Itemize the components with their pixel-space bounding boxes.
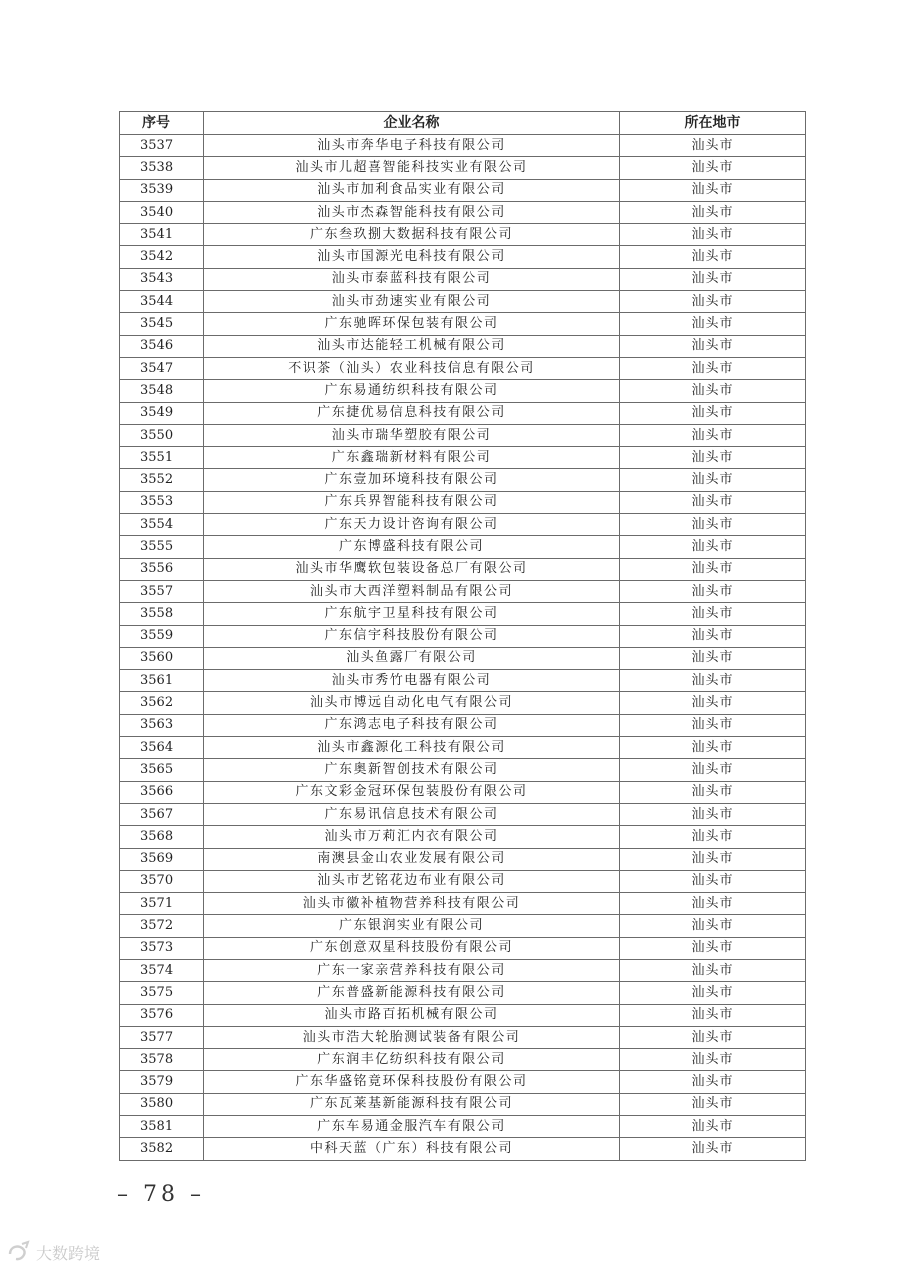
serial-number-cell: 3537 — [120, 135, 204, 157]
table-row — [120, 469, 806, 491]
table-row — [120, 982, 806, 1004]
city-cell: 汕头市 — [620, 937, 806, 959]
company-name-cell: 中科天蓝（广东）科技有限公司 — [204, 1138, 620, 1160]
table-row — [120, 1004, 806, 1026]
table-row — [120, 380, 806, 402]
company-name-cell: 广东华盛铭竟环保科技股份有限公司 — [204, 1071, 620, 1093]
table-row — [120, 759, 806, 781]
serial-number-cell: 3547 — [120, 357, 204, 379]
table-row — [120, 157, 806, 179]
serial-number-cell: 3582 — [120, 1138, 204, 1160]
company-name-cell: 汕头市国源光电科技有限公司 — [204, 246, 620, 268]
company-name-cell: 汕头市博远自动化电气有限公司 — [204, 692, 620, 714]
city-cell: 汕头市 — [620, 357, 806, 379]
serial-number-cell: 3551 — [120, 447, 204, 469]
table-row — [120, 402, 806, 424]
serial-number-cell: 3556 — [120, 558, 204, 580]
city-cell: 汕头市 — [620, 558, 806, 580]
serial-number-cell: 3575 — [120, 982, 204, 1004]
table-row — [120, 224, 806, 246]
company-name-cell: 广东车易通金服汽车有限公司 — [204, 1116, 620, 1138]
serial-number-cell: 3548 — [120, 380, 204, 402]
company-name-cell: 汕头市杰森智能科技有限公司 — [204, 201, 620, 223]
table-row — [120, 959, 806, 981]
city-cell: 汕头市 — [620, 1071, 806, 1093]
company-name-cell: 南澳县金山农业发展有限公司 — [204, 848, 620, 870]
page-number: – 78 – — [117, 1182, 205, 1207]
city-cell: 汕头市 — [620, 201, 806, 223]
serial-number-cell: 3563 — [120, 714, 204, 736]
serial-number-cell: 3571 — [120, 893, 204, 915]
serial-number-cell: 3545 — [120, 313, 204, 335]
table-header-row — [120, 112, 806, 135]
table-row — [120, 848, 806, 870]
table-row — [120, 692, 806, 714]
company-name-cell: 汕头市徽补植物营养科技有限公司 — [204, 893, 620, 915]
table-row — [120, 714, 806, 736]
table-row — [120, 357, 806, 379]
city-cell: 汕头市 — [620, 469, 806, 491]
header-company-name: 企业名称 — [204, 112, 620, 135]
company-name-cell: 汕头市秀竹电器有限公司 — [204, 670, 620, 692]
company-name-cell: 广东创意双星科技股份有限公司 — [204, 937, 620, 959]
city-cell: 汕头市 — [620, 135, 806, 157]
company-name-cell: 广东壹加环境科技有限公司 — [204, 469, 620, 491]
table-row — [120, 179, 806, 201]
city-cell: 汕头市 — [620, 580, 806, 602]
serial-number-cell: 3540 — [120, 201, 204, 223]
city-cell: 汕头市 — [620, 759, 806, 781]
company-name-cell: 汕头市加利食品实业有限公司 — [204, 179, 620, 201]
company-name-cell: 广东捷优易信息科技有限公司 — [204, 402, 620, 424]
city-cell: 汕头市 — [620, 803, 806, 825]
table-row — [120, 514, 806, 536]
company-name-cell: 汕头市华鹰软包装设备总厂有限公司 — [204, 558, 620, 580]
city-cell: 汕头市 — [620, 1116, 806, 1138]
table-row — [120, 447, 806, 469]
table-row — [120, 313, 806, 335]
table-row — [120, 335, 806, 357]
table-row — [120, 558, 806, 580]
serial-number-cell: 3553 — [120, 491, 204, 513]
city-cell: 汕头市 — [620, 491, 806, 513]
company-list-table — [119, 111, 806, 1161]
table-row — [120, 268, 806, 290]
company-name-cell: 广东银润实业有限公司 — [204, 915, 620, 937]
serial-number-cell: 3555 — [120, 536, 204, 558]
company-list-table-container — [119, 111, 805, 1161]
city-cell: 汕头市 — [620, 737, 806, 759]
company-name-cell: 汕头鱼露厂有限公司 — [204, 647, 620, 669]
company-name-cell: 广东瓦莱基新能源科技有限公司 — [204, 1093, 620, 1115]
table-row — [120, 647, 806, 669]
table-row — [120, 937, 806, 959]
city-cell: 汕头市 — [620, 246, 806, 268]
table-row — [120, 201, 806, 223]
table-row — [120, 781, 806, 803]
company-name-cell: 汕头市瑞华塑胶有限公司 — [204, 424, 620, 446]
header-city: 所在地市 — [620, 112, 806, 135]
serial-number-cell: 3538 — [120, 157, 204, 179]
watermark — [6, 1240, 100, 1264]
company-name-cell: 汕头市万莉汇内衣有限公司 — [204, 826, 620, 848]
company-name-cell: 广东普盛新能源科技有限公司 — [204, 982, 620, 1004]
serial-number-cell: 3552 — [120, 469, 204, 491]
city-cell: 汕头市 — [620, 1049, 806, 1071]
company-name-cell: 广东润丰亿纺织科技有限公司 — [204, 1049, 620, 1071]
company-name-cell: 广东信宇科技股份有限公司 — [204, 625, 620, 647]
serial-number-cell: 3549 — [120, 402, 204, 424]
company-name-cell: 广东奥新智创技术有限公司 — [204, 759, 620, 781]
watermark-logo-icon — [6, 1240, 32, 1264]
company-name-cell: 广东驰晖环保包装有限公司 — [204, 313, 620, 335]
serial-number-cell: 3570 — [120, 870, 204, 892]
city-cell: 汕头市 — [620, 536, 806, 558]
company-name-cell: 广东鑫瑞新材料有限公司 — [204, 447, 620, 469]
serial-number-cell: 3546 — [120, 335, 204, 357]
city-cell: 汕头市 — [620, 982, 806, 1004]
serial-number-cell: 3544 — [120, 291, 204, 313]
company-name-cell: 汕头市浩大轮胎测试装备有限公司 — [204, 1026, 620, 1048]
table-row — [120, 1138, 806, 1160]
city-cell: 汕头市 — [620, 1138, 806, 1160]
table-row — [120, 893, 806, 915]
company-name-cell: 汕头市达能轻工机械有限公司 — [204, 335, 620, 357]
serial-number-cell: 3541 — [120, 224, 204, 246]
city-cell: 汕头市 — [620, 647, 806, 669]
table-row — [120, 737, 806, 759]
serial-number-cell: 3580 — [120, 1093, 204, 1115]
city-cell: 汕头市 — [620, 224, 806, 246]
watermark-text: 大数跨境 — [36, 1243, 101, 1263]
city-cell: 汕头市 — [620, 625, 806, 647]
city-cell: 汕头市 — [620, 714, 806, 736]
city-cell: 汕头市 — [620, 781, 806, 803]
table-row — [120, 670, 806, 692]
city-cell: 汕头市 — [620, 870, 806, 892]
table-row — [120, 246, 806, 268]
company-name-cell: 广东一家亲营养科技有限公司 — [204, 959, 620, 981]
table-row — [120, 291, 806, 313]
company-name-cell: 汕头市劲速实业有限公司 — [204, 291, 620, 313]
city-cell: 汕头市 — [620, 335, 806, 357]
city-cell: 汕头市 — [620, 603, 806, 625]
table-row — [120, 1071, 806, 1093]
table-row — [120, 915, 806, 937]
company-name-cell: 广东鸿志电子科技有限公司 — [204, 714, 620, 736]
table-row — [120, 826, 806, 848]
serial-number-cell: 3542 — [120, 246, 204, 268]
company-name-cell: 广东文彩金冠环保包装股份有限公司 — [204, 781, 620, 803]
serial-number-cell: 3579 — [120, 1071, 204, 1093]
table-row — [120, 803, 806, 825]
serial-number-cell: 3569 — [120, 848, 204, 870]
table-row — [120, 603, 806, 625]
company-name-cell: 广东博盛科技有限公司 — [204, 536, 620, 558]
serial-number-cell: 3574 — [120, 959, 204, 981]
city-cell: 汕头市 — [620, 915, 806, 937]
table-row — [120, 424, 806, 446]
serial-number-cell: 3566 — [120, 781, 204, 803]
serial-number-cell: 3561 — [120, 670, 204, 692]
city-cell: 汕头市 — [620, 514, 806, 536]
city-cell: 汕头市 — [620, 1026, 806, 1048]
serial-number-cell: 3578 — [120, 1049, 204, 1071]
table-row — [120, 870, 806, 892]
table-row — [120, 491, 806, 513]
city-cell: 汕头市 — [620, 1093, 806, 1115]
city-cell: 汕头市 — [620, 268, 806, 290]
city-cell: 汕头市 — [620, 447, 806, 469]
table-row — [120, 625, 806, 647]
city-cell: 汕头市 — [620, 848, 806, 870]
serial-number-cell: 3576 — [120, 1004, 204, 1026]
serial-number-cell: 3573 — [120, 937, 204, 959]
serial-number-cell: 3554 — [120, 514, 204, 536]
serial-number-cell: 3557 — [120, 580, 204, 602]
city-cell: 汕头市 — [620, 291, 806, 313]
serial-number-cell: 3558 — [120, 603, 204, 625]
company-name-cell: 汕头市儿超喜智能科技实业有限公司 — [204, 157, 620, 179]
company-name-cell: 广东天力设计咨询有限公司 — [204, 514, 620, 536]
company-name-cell: 广东兵界智能科技有限公司 — [204, 491, 620, 513]
serial-number-cell: 3543 — [120, 268, 204, 290]
company-name-cell: 汕头市奔华电子科技有限公司 — [204, 135, 620, 157]
serial-number-cell: 3568 — [120, 826, 204, 848]
table-row — [120, 1049, 806, 1071]
table-row — [120, 536, 806, 558]
serial-number-cell: 3560 — [120, 647, 204, 669]
table-row — [120, 135, 806, 157]
company-name-cell: 汕头市泰蓝科技有限公司 — [204, 268, 620, 290]
company-name-cell: 广东易讯信息技术有限公司 — [204, 803, 620, 825]
company-name-cell: 汕头市艺铭花边布业有限公司 — [204, 870, 620, 892]
city-cell: 汕头市 — [620, 670, 806, 692]
serial-number-cell: 3565 — [120, 759, 204, 781]
serial-number-cell: 3572 — [120, 915, 204, 937]
city-cell: 汕头市 — [620, 1004, 806, 1026]
table-row — [120, 1026, 806, 1048]
serial-number-cell: 3581 — [120, 1116, 204, 1138]
city-cell: 汕头市 — [620, 402, 806, 424]
table-row — [120, 1093, 806, 1115]
serial-number-cell: 3564 — [120, 737, 204, 759]
city-cell: 汕头市 — [620, 179, 806, 201]
company-name-cell: 汕头市大西洋塑料制品有限公司 — [204, 580, 620, 602]
table-row — [120, 580, 806, 602]
serial-number-cell: 3550 — [120, 424, 204, 446]
city-cell: 汕头市 — [620, 826, 806, 848]
city-cell: 汕头市 — [620, 313, 806, 335]
serial-number-cell: 3567 — [120, 803, 204, 825]
table-row — [120, 1116, 806, 1138]
serial-number-cell: 3539 — [120, 179, 204, 201]
city-cell: 汕头市 — [620, 157, 806, 179]
city-cell: 汕头市 — [620, 893, 806, 915]
company-name-cell: 广东航宇卫星科技有限公司 — [204, 603, 620, 625]
serial-number-cell: 3559 — [120, 625, 204, 647]
serial-number-cell: 3577 — [120, 1026, 204, 1048]
company-name-cell: 汕头市路百拓机械有限公司 — [204, 1004, 620, 1026]
city-cell: 汕头市 — [620, 692, 806, 714]
city-cell: 汕头市 — [620, 959, 806, 981]
company-name-cell: 广东叁玖捌大数据科技有限公司 — [204, 224, 620, 246]
city-cell: 汕头市 — [620, 380, 806, 402]
company-name-cell: 广东易通纺织科技有限公司 — [204, 380, 620, 402]
serial-number-cell: 3562 — [120, 692, 204, 714]
header-serial-number: 序号 — [120, 112, 204, 135]
city-cell: 汕头市 — [620, 424, 806, 446]
company-name-cell: 汕头市鑫源化工科技有限公司 — [204, 737, 620, 759]
company-name-cell: 不识茶（汕头）农业科技信息有限公司 — [204, 357, 620, 379]
